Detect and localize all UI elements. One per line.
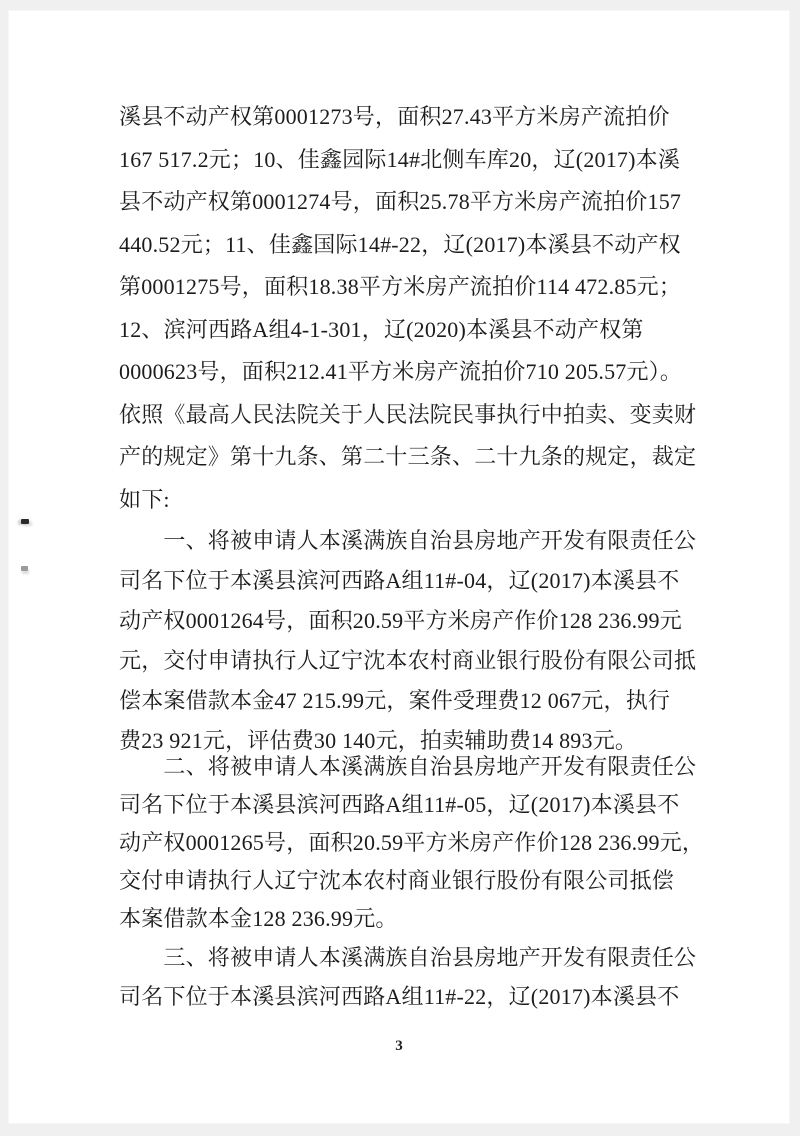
text-line: 12、滨河西路A组4-1-301，辽(2020)本溪县不动产权第 xyxy=(119,316,644,342)
paragraph-continuation xyxy=(119,96,697,521)
text-line: 167 517.2元；10、佳鑫园际14#北侧车库20，辽(2017)本溪 xyxy=(119,146,681,172)
text-line: 依照《最高人民法院关于人民法院民事执行中拍卖、变卖财 xyxy=(119,401,697,427)
text-line: 费23 921元，评估费30 140元，拍卖辅助费14 893元。 xyxy=(119,728,638,753)
document-page xyxy=(8,10,790,1124)
text-line: 二、将被申请人本溪满族自治县房地产开发有限责任公 xyxy=(119,754,697,779)
text-line: 440.52元；11、佳鑫国际14#-22，辽(2017)本溪县不动产权 xyxy=(119,231,681,257)
paragraph-item-1 xyxy=(119,521,697,761)
text-line: 本案借款本金128 236.99元。 xyxy=(119,906,398,931)
text-line: 第0001275号，面积18.38平方米房产流拍价114 472.85元； xyxy=(119,274,682,299)
text-line: 偿本案借款本金47 215.99元，案件受理费12 067元，执行 xyxy=(119,688,671,713)
paragraph-item-3 xyxy=(119,938,697,1016)
text-line: 司名下位于本溪县滨河西路A组11#-04，辽(2017)本溪县不 xyxy=(119,568,680,593)
scan-speck xyxy=(21,566,28,571)
text-line: 如下: xyxy=(119,486,170,512)
text-line: 溪县不动产权第0001273号，面积27.43平方米房产流拍价 xyxy=(119,104,670,129)
document-body xyxy=(119,96,705,1016)
text-line: 三、将被申请人本溪满族自治县房地产开发有限责任公 xyxy=(119,945,697,970)
text-line: 动产权0001264号，面积20.59平方米房产作价128 236.99元 xyxy=(119,608,682,633)
text-line: 司名下位于本溪县滨河西路A组11#-22，辽(2017)本溪县不 xyxy=(119,984,680,1009)
text-line: 县不动产权第0001274号，面积25.78平方米房产流拍价157 xyxy=(119,189,682,214)
text-line: 产的规定》第十九条、第二十三条、二十九条的规定，裁定 xyxy=(119,444,697,469)
paragraph-item-2 xyxy=(119,748,705,938)
text-line: 司名下位于本溪县滨河西路A组11#-05，辽(2017)本溪县不 xyxy=(119,792,680,817)
text-line: 元，交付申请执行人辽宁沈本农村商业银行股份有限公司抵 xyxy=(119,648,697,673)
page-number: 3 xyxy=(395,1038,403,1054)
text-line: 0000623号，面积212.41平方米房产流拍价710 205.57元）。 xyxy=(119,359,683,384)
scan-speck xyxy=(21,519,29,524)
text-line: 交付申请执行人辽宁沈本农村商业银行股份有限公司抵偿 xyxy=(119,868,675,893)
text-line: 动产权0001265号，面积20.59平方米房产作价128 236.99元， xyxy=(119,830,705,855)
text-line: 一、将被申请人本溪满族自治县房地产开发有限责任公 xyxy=(119,528,697,553)
